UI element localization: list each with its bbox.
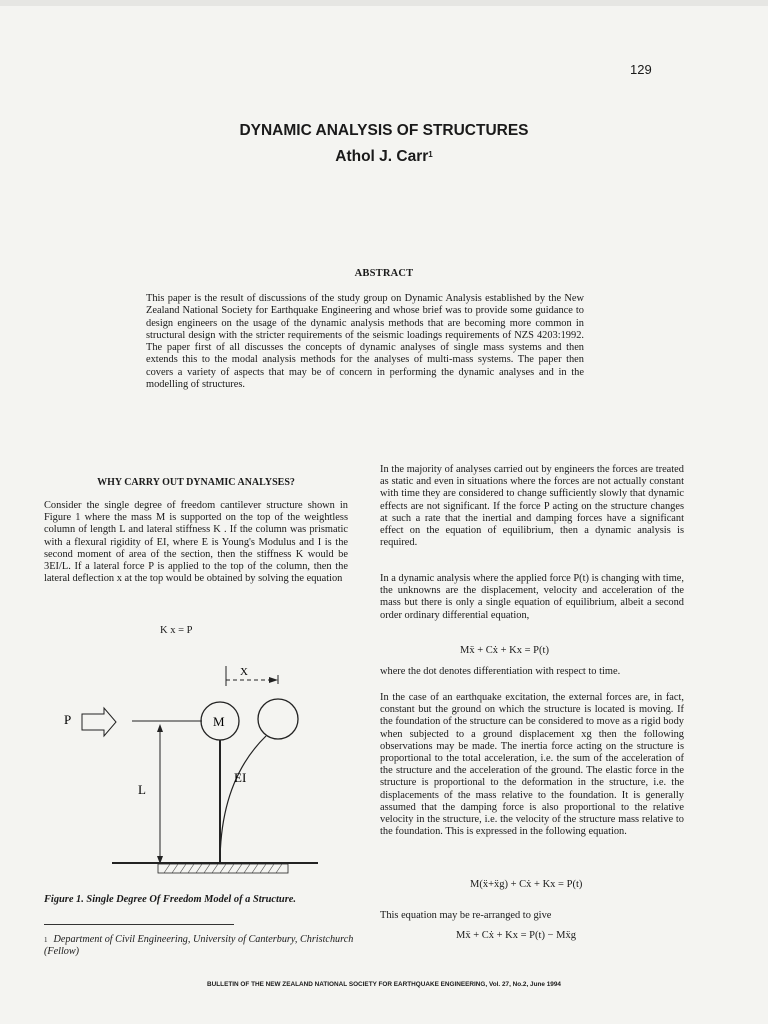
right-paragraph-5: This equation may be re-arranged to give xyxy=(380,910,552,921)
left-paragraph-1: Consider the single degree of freedom cantilever structure shown in Figure 1 where the mass M is supported on the top of the weightless column of length L and lateral stiffness K . If the column was prismatic with a flexural rigidity of EI, where E is Young's Modulus and I is the second moment of area of the section, then the stiffness K would be 3EI/L. If a lateral force P is applied to the top of the column, then the lateral deflection x at the top would be obtained by solving the equation xyxy=(44,500,348,585)
paper-title: DYNAMIC ANALYSIS OF STRUCTURES xyxy=(239,122,529,139)
author-name: Athol J. Carr xyxy=(335,148,429,165)
footnote-rule xyxy=(44,924,234,925)
label-x: X xyxy=(240,666,248,678)
section-heading: WHY CARRY OUT DYNAMIC ANALYSES? xyxy=(97,477,295,488)
label-p: P xyxy=(64,712,72,727)
right-paragraph-4: In the case of an earthquake excitation, the external forces are, in fact, constant but the ground on which the structure is located is moving. If the foundation of the structure can be considered to move as a rigid body when subjected to a ground displacement xg then the following observations may be made. The inertia force acting on the structure is proportional to the total acceleration, i.e. the sum of the acceleration of the structure and the acceleration of the ground. The elastic force in the structure is proportional to the deformation in the structure, i.e. the displacements of the mass relative to the foundation. It is generally assumed that the damping force is also proportional to the relative velocity in the structure, i.e. the velocity of the structure mass relative to the foundation. This is expressed in the following equation. xyxy=(380,692,684,838)
journal-footer: BULLETIN OF THE NEW ZEALAND NATIONAL SOCIETY FOR EARTHQUAKE ENGINEERING, Vol. 27, No.2, June 1994 xyxy=(207,981,561,988)
label-l: L xyxy=(138,782,146,797)
length-arrow-top xyxy=(157,724,163,732)
equation-dynamic: Mẍ + Cẋ + Kx = P(t) xyxy=(460,645,549,656)
equation-static: K x = P xyxy=(160,625,193,636)
abstract-heading: ABSTRACT xyxy=(354,268,414,279)
footnote xyxy=(44,934,364,959)
page-number: 129 xyxy=(630,62,652,77)
label-ei: EI xyxy=(234,770,247,785)
column-deformed xyxy=(220,736,266,864)
x-arrow-head xyxy=(269,677,278,683)
footnote-mark: 1 xyxy=(44,936,48,944)
hatch-marks xyxy=(164,864,282,873)
figure-1-diagram xyxy=(60,664,330,874)
abstract-text: This paper is the result of discussions of the study group on Dynamic Analysis established by the New Zealand National Society for Earthquake Engineering and whose brief was to provide some guidance to design engineers on the usage of the dynamic analysis methods that are becoming more common in structural design with the stricter requirements of the seismic loadings requirements of NZS 4203:1992. The paper first of all discusses the concepts of dynamic analyses of single mass systems and then extends this to the modal analysis methods for the analyses of multi-mass systems. The paper then covers a variety of aspects that may be of concern in performing the dynamic analyses and in the modelling of structures. xyxy=(146,293,584,391)
label-m: M xyxy=(213,714,225,729)
right-paragraph-1: In the majority of analyses carried out by engineers the forces are treated as static and even in situations where the forces are not actually constant with time they are considered to change sufficiently slowly that dynamic effects are not significant. If the force P acting on the structure changes at such a rate that the inertial and damping forces have a significant effect on the equation of equilibrium, then a dynamic analysis is required. xyxy=(380,464,684,549)
equation-rearranged: Mẍ + Cẋ + Kx = P(t) − Mẍg xyxy=(456,930,576,941)
right-paragraph-2: In a dynamic analysis where the applied force P(t) is changing with time, the unknowns are the displacement, velocity and acceleration of the mass but there is only a single equation of equilibrium, albeit a second order ordinary differential equation, xyxy=(380,573,684,621)
equation-earthquake: M(ẍ+ẍg) + Cẋ + Kx = P(t) xyxy=(470,879,583,890)
figure-caption: Figure 1. Single Degree Of Freedom Model of a Structure. xyxy=(44,894,296,905)
author-line xyxy=(0,148,768,166)
right-paragraph-3: where the dot denotes differentiation with respect to time. xyxy=(380,666,621,677)
scan-edge xyxy=(0,0,768,6)
force-arrow xyxy=(82,708,116,736)
footnote-text: Department of Civil Engineering, University of Canterbury, Christchurch (Fellow) xyxy=(44,934,354,958)
mass-deformed xyxy=(258,699,298,739)
author-footnote-mark: 1 xyxy=(428,150,433,159)
